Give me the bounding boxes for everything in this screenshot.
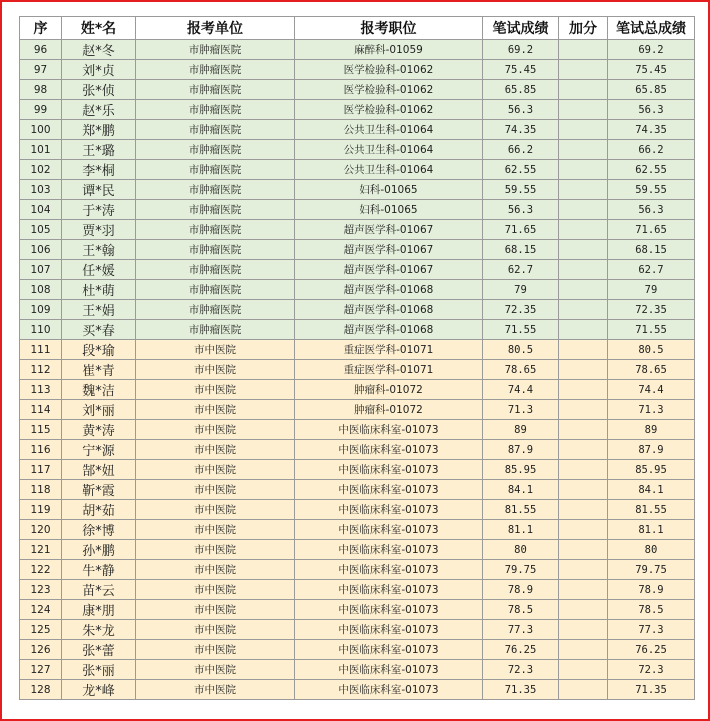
written-score-cell: 80 [483,540,559,560]
name-cell: 买*春 [62,320,136,340]
table-row [20,420,695,440]
bonus-cell [559,400,608,420]
unit-cell: 市中医院 [136,460,295,480]
unit-cell: 市中医院 [136,660,295,680]
table-row [20,680,695,700]
position-cell: 公共卫生科-01064 [295,120,483,140]
total-score-cell: 62.7 [608,260,695,280]
table-row [20,360,695,380]
unit-cell: 市肿瘤医院 [136,320,295,340]
name-cell: 郑*鹏 [62,120,136,140]
header-bonus: 加分 [559,17,608,40]
total-score-cell: 66.2 [608,140,695,160]
unit-cell: 市肿瘤医院 [136,120,295,140]
bonus-cell [559,240,608,260]
name-cell: 黄*涛 [62,420,136,440]
total-score-cell: 85.95 [608,460,695,480]
unit-cell: 市肿瘤医院 [136,200,295,220]
written-score-cell: 77.3 [483,620,559,640]
total-score-cell: 78.65 [608,360,695,380]
bonus-cell [559,200,608,220]
table-row [20,480,695,500]
seq-cell: 126 [20,640,62,660]
bonus-cell [559,580,608,600]
seq-cell: 117 [20,460,62,480]
total-score-cell: 74.35 [608,120,695,140]
seq-cell: 124 [20,600,62,620]
unit-cell: 市中医院 [136,560,295,580]
bonus-cell [559,260,608,280]
name-cell: 李*桐 [62,160,136,180]
written-score-cell: 84.1 [483,480,559,500]
seq-cell: 97 [20,60,62,80]
position-cell: 中医临床科室-01073 [295,520,483,540]
seq-cell: 105 [20,220,62,240]
header-written-score: 笔试成绩 [483,17,559,40]
position-cell: 中医临床科室-01073 [295,500,483,520]
bonus-cell [559,380,608,400]
position-cell: 中医临床科室-01073 [295,600,483,620]
bonus-cell [559,560,608,580]
position-cell: 公共卫生科-01064 [295,140,483,160]
total-score-cell: 89 [608,420,695,440]
name-cell: 张*侦 [62,80,136,100]
position-cell: 中医临床科室-01073 [295,680,483,700]
bonus-cell [559,500,608,520]
position-cell: 医学检验科-01062 [295,80,483,100]
unit-cell: 市中医院 [136,500,295,520]
unit-cell: 市肿瘤医院 [136,240,295,260]
name-cell: 谭*民 [62,180,136,200]
position-cell: 中医临床科室-01073 [295,420,483,440]
bonus-cell [559,160,608,180]
total-score-cell: 78.5 [608,600,695,620]
bonus-cell [559,320,608,340]
bonus-cell [559,340,608,360]
bonus-cell [559,180,608,200]
table-row [20,400,695,420]
name-cell: 张*蕾 [62,640,136,660]
position-cell: 中医临床科室-01073 [295,580,483,600]
total-score-cell: 75.45 [608,60,695,80]
position-cell: 中医临床科室-01073 [295,480,483,500]
seq-cell: 123 [20,580,62,600]
written-score-cell: 69.2 [483,40,559,60]
unit-cell: 市中医院 [136,340,295,360]
unit-cell: 市中医院 [136,520,295,540]
position-cell: 超声医学科-01068 [295,280,483,300]
unit-cell: 市肿瘤医院 [136,300,295,320]
total-score-cell: 65.85 [608,80,695,100]
name-cell: 孙*鹏 [62,540,136,560]
bonus-cell [559,640,608,660]
header-total-score: 笔试总成绩 [608,17,695,40]
written-score-cell: 79.75 [483,560,559,580]
table-row [20,600,695,620]
written-score-cell: 81.1 [483,520,559,540]
unit-cell: 市中医院 [136,600,295,620]
bonus-cell [559,220,608,240]
bonus-cell [559,280,608,300]
written-score-cell: 85.95 [483,460,559,480]
total-score-cell: 79 [608,280,695,300]
written-score-cell: 66.2 [483,140,559,160]
table-row [20,660,695,680]
unit-cell: 市中医院 [136,480,295,500]
table-row [20,140,695,160]
position-cell: 中医临床科室-01073 [295,460,483,480]
name-cell: 段*瑜 [62,340,136,360]
seq-cell: 104 [20,200,62,220]
seq-cell: 128 [20,680,62,700]
name-cell: 靳*霞 [62,480,136,500]
table-row [20,220,695,240]
total-score-cell: 76.25 [608,640,695,660]
table-row [20,560,695,580]
position-cell: 医学检验科-01062 [295,60,483,80]
seq-cell: 119 [20,500,62,520]
header-row [20,17,695,40]
unit-cell: 市中医院 [136,420,295,440]
table-row [20,280,695,300]
seq-cell: 116 [20,440,62,460]
table-row [20,500,695,520]
written-score-cell: 72.35 [483,300,559,320]
total-score-cell: 69.2 [608,40,695,60]
written-score-cell: 62.7 [483,260,559,280]
bonus-cell [559,520,608,540]
total-score-cell: 80.5 [608,340,695,360]
written-score-cell: 59.55 [483,180,559,200]
seq-cell: 109 [20,300,62,320]
bonus-cell [559,360,608,380]
position-cell: 超声医学科-01067 [295,220,483,240]
table-row [20,240,695,260]
position-cell: 中医临床科室-01073 [295,540,483,560]
header-unit: 报考单位 [136,17,295,40]
table-row [20,380,695,400]
total-score-cell: 71.65 [608,220,695,240]
bonus-cell [559,660,608,680]
bonus-cell [559,60,608,80]
name-cell: 于*涛 [62,200,136,220]
name-cell: 郜*妞 [62,460,136,480]
written-score-cell: 65.85 [483,80,559,100]
written-score-cell: 81.55 [483,500,559,520]
written-score-cell: 71.3 [483,400,559,420]
exam-score-table [19,16,695,700]
seq-cell: 125 [20,620,62,640]
table-body [20,40,695,700]
seq-cell: 107 [20,260,62,280]
total-score-cell: 84.1 [608,480,695,500]
name-cell: 赵*乐 [62,100,136,120]
seq-cell: 98 [20,80,62,100]
name-cell: 任*媛 [62,260,136,280]
position-cell: 妇科-01065 [295,180,483,200]
table-row [20,580,695,600]
unit-cell: 市肿瘤医院 [136,60,295,80]
table-row [20,540,695,560]
bonus-cell [559,480,608,500]
name-cell: 杜*萌 [62,280,136,300]
bonus-cell [559,120,608,140]
unit-cell: 市中医院 [136,540,295,560]
table-row [20,260,695,280]
table-row [20,180,695,200]
seq-cell: 99 [20,100,62,120]
written-score-cell: 72.3 [483,660,559,680]
position-cell: 肿瘤科-01072 [295,380,483,400]
name-cell: 宁*源 [62,440,136,460]
seq-cell: 110 [20,320,62,340]
written-score-cell: 79 [483,280,559,300]
seq-cell: 112 [20,360,62,380]
total-score-cell: 72.35 [608,300,695,320]
position-cell: 妇科-01065 [295,200,483,220]
written-score-cell: 78.5 [483,600,559,620]
position-cell: 超声医学科-01067 [295,260,483,280]
position-cell: 中医临床科室-01073 [295,640,483,660]
name-cell: 刘*丽 [62,400,136,420]
unit-cell: 市肿瘤医院 [136,160,295,180]
total-score-cell: 68.15 [608,240,695,260]
position-cell: 重症医学科-01071 [295,360,483,380]
written-score-cell: 71.35 [483,680,559,700]
name-cell: 苗*云 [62,580,136,600]
bonus-cell [559,80,608,100]
total-score-cell: 78.9 [608,580,695,600]
unit-cell: 市肿瘤医院 [136,180,295,200]
seq-cell: 108 [20,280,62,300]
position-cell: 超声医学科-01067 [295,240,483,260]
seq-cell: 114 [20,400,62,420]
written-score-cell: 68.15 [483,240,559,260]
name-cell: 徐*博 [62,520,136,540]
bonus-cell [559,600,608,620]
bonus-cell [559,100,608,120]
seq-cell: 121 [20,540,62,560]
table-row [20,300,695,320]
seq-cell: 120 [20,520,62,540]
written-score-cell: 87.9 [483,440,559,460]
table-row [20,120,695,140]
total-score-cell: 77.3 [608,620,695,640]
unit-cell: 市中医院 [136,380,295,400]
bonus-cell [559,680,608,700]
unit-cell: 市肿瘤医院 [136,140,295,160]
position-cell: 超声医学科-01068 [295,300,483,320]
total-score-cell: 81.1 [608,520,695,540]
written-score-cell: 80.5 [483,340,559,360]
seq-cell: 127 [20,660,62,680]
table-row [20,40,695,60]
seq-cell: 122 [20,560,62,580]
name-cell: 王*娟 [62,300,136,320]
table-row [20,320,695,340]
table-row [20,460,695,480]
unit-cell: 市肿瘤医院 [136,220,295,240]
name-cell: 张*丽 [62,660,136,680]
unit-cell: 市肿瘤医院 [136,80,295,100]
written-score-cell: 76.25 [483,640,559,660]
name-cell: 王*翰 [62,240,136,260]
unit-cell: 市中医院 [136,620,295,640]
header-name: 姓*名 [62,17,136,40]
name-cell: 胡*茹 [62,500,136,520]
unit-cell: 市中医院 [136,440,295,460]
name-cell: 龙*峰 [62,680,136,700]
seq-cell: 111 [20,340,62,360]
total-score-cell: 56.3 [608,100,695,120]
bonus-cell [559,620,608,640]
bonus-cell [559,420,608,440]
written-score-cell: 78.9 [483,580,559,600]
seq-cell: 102 [20,160,62,180]
header-position: 报考职位 [295,17,483,40]
table-row [20,520,695,540]
unit-cell: 市肿瘤医院 [136,280,295,300]
seq-cell: 100 [20,120,62,140]
written-score-cell: 56.3 [483,200,559,220]
name-cell: 朱*龙 [62,620,136,640]
written-score-cell: 56.3 [483,100,559,120]
written-score-cell: 74.35 [483,120,559,140]
written-score-cell: 74.4 [483,380,559,400]
table-row [20,440,695,460]
total-score-cell: 80 [608,540,695,560]
seq-cell: 96 [20,40,62,60]
name-cell: 王*璐 [62,140,136,160]
unit-cell: 市中医院 [136,640,295,660]
name-cell: 崔*青 [62,360,136,380]
written-score-cell: 62.55 [483,160,559,180]
position-cell: 医学检验科-01062 [295,100,483,120]
name-cell: 刘*贞 [62,60,136,80]
bonus-cell [559,140,608,160]
total-score-cell: 71.35 [608,680,695,700]
table-row [20,80,695,100]
unit-cell: 市肿瘤医院 [136,100,295,120]
unit-cell: 市中医院 [136,680,295,700]
position-cell: 肿瘤科-01072 [295,400,483,420]
bonus-cell [559,40,608,60]
table-row [20,200,695,220]
total-score-cell: 74.4 [608,380,695,400]
total-score-cell: 56.3 [608,200,695,220]
total-score-cell: 71.55 [608,320,695,340]
position-cell: 公共卫生科-01064 [295,160,483,180]
written-score-cell: 71.65 [483,220,559,240]
total-score-cell: 87.9 [608,440,695,460]
name-cell: 康*朋 [62,600,136,620]
position-cell: 中医临床科室-01073 [295,440,483,460]
total-score-cell: 79.75 [608,560,695,580]
position-cell: 麻醉科-01059 [295,40,483,60]
position-cell: 超声医学科-01068 [295,320,483,340]
table-row [20,640,695,660]
name-cell: 赵*冬 [62,40,136,60]
seq-cell: 113 [20,380,62,400]
unit-cell: 市中医院 [136,400,295,420]
seq-cell: 106 [20,240,62,260]
table-row [20,620,695,640]
seq-cell: 103 [20,180,62,200]
bonus-cell [559,300,608,320]
total-score-cell: 81.55 [608,500,695,520]
seq-cell: 115 [20,420,62,440]
seq-cell: 101 [20,140,62,160]
bonus-cell [559,440,608,460]
position-cell: 重症医学科-01071 [295,340,483,360]
table-row [20,160,695,180]
unit-cell: 市肿瘤医院 [136,260,295,280]
written-score-cell: 71.55 [483,320,559,340]
bonus-cell [559,540,608,560]
position-cell: 中医临床科室-01073 [295,660,483,680]
table-row [20,100,695,120]
position-cell: 中医临床科室-01073 [295,620,483,640]
total-score-cell: 72.3 [608,660,695,680]
header-seq: 序 [20,17,62,40]
total-score-cell: 71.3 [608,400,695,420]
name-cell: 贾*羽 [62,220,136,240]
position-cell: 中医临床科室-01073 [295,560,483,580]
written-score-cell: 75.45 [483,60,559,80]
table-row [20,60,695,80]
written-score-cell: 89 [483,420,559,440]
unit-cell: 市肿瘤医院 [136,40,295,60]
total-score-cell: 62.55 [608,160,695,180]
written-score-cell: 78.65 [483,360,559,380]
name-cell: 牛*静 [62,560,136,580]
seq-cell: 118 [20,480,62,500]
name-cell: 魏*洁 [62,380,136,400]
unit-cell: 市中医院 [136,580,295,600]
unit-cell: 市中医院 [136,360,295,380]
table-row [20,340,695,360]
bonus-cell [559,460,608,480]
total-score-cell: 59.55 [608,180,695,200]
